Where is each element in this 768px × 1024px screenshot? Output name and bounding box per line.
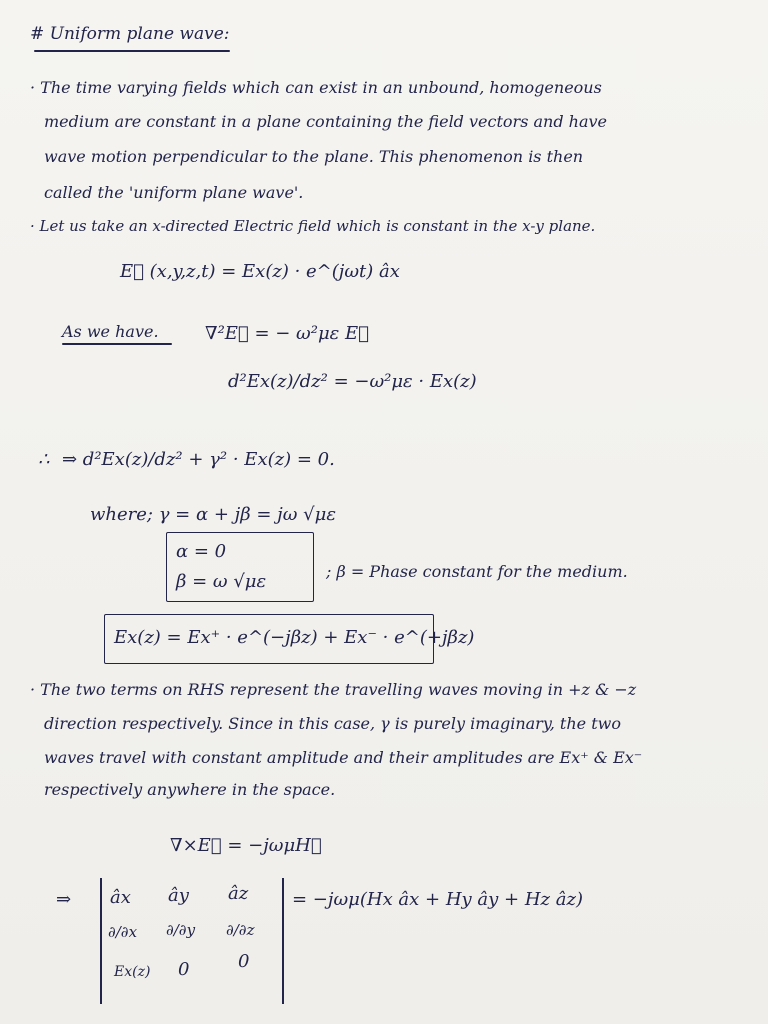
eq-wave1: ∇²E⃗ = − ω²με E⃗ — [205, 323, 369, 344]
para1-line1: · The time varying fields which can exist in an unbound, homogeneous — [30, 78, 602, 97]
eq-curl: ∇×E⃗ = −jωμH⃗ — [170, 835, 322, 856]
det-r3c3: 0 — [238, 951, 250, 972]
para3-line2: direction respectively. Since in this case, γ is purely imaginary, the two — [44, 714, 621, 733]
para3-line1: · The two terms on RHS represent the travelling waves moving in +z & −z — [30, 680, 637, 699]
det-r3c2: 0 — [178, 959, 190, 980]
heading: # Uniform plane wave: — [30, 24, 230, 44]
eq-wave2: d²Ex(z)/dz² = −ω²με · Ex(z) — [228, 371, 477, 392]
det-r2c2: ∂/∂y — [166, 921, 196, 939]
det-r1c3: âz — [228, 883, 249, 904]
therefore-symbol: ∴ — [38, 449, 50, 470]
para3-line4: respectively anywhere in the space. — [44, 780, 336, 799]
para1-line2: medium are constant in a plane containing the field vectors and have — [44, 112, 608, 131]
heading-underline — [34, 50, 230, 52]
det-r2c3: ∂/∂z — [226, 921, 255, 939]
det-r3c1: Ex(z) — [114, 964, 151, 980]
para1-line3: wave motion perpendicular to the plane. This phenomenon is then — [44, 147, 584, 166]
para2: · Let us take an x-directed Electric field which is constant in the x-y plane. — [30, 217, 596, 235]
eq-field: E⃗ (x,y,z,t) = Ex(z) · e^(jωt) âx — [120, 261, 400, 282]
eq-wave3: ⇒ d²Ex(z)/dz² + γ² · Ex(z) = 0. — [62, 449, 335, 470]
det-r1c2: ây — [168, 885, 189, 906]
det-r2c1: ∂/∂x — [108, 923, 138, 941]
as-we-have: As we have. — [62, 322, 159, 341]
beta-note: ; β = Phase constant for the medium. — [326, 562, 628, 581]
para3-line3: waves travel with constant amplitude and their amplitudes are Ex⁺ & Ex⁻ — [44, 748, 643, 767]
para1-line4: called the 'uniform plane wave'. — [44, 183, 304, 202]
det-left-bar — [100, 878, 102, 1004]
where-line: where; γ = α + jβ = jω √με — [90, 504, 336, 525]
det-r1c1: âx — [110, 887, 131, 908]
box-beta: β = ω √με — [176, 571, 267, 592]
implies-symbol: ⇒ — [56, 889, 72, 910]
as-we-have-underline — [62, 343, 172, 345]
box-alpha: α = 0 — [176, 541, 227, 562]
det-right-bar — [282, 878, 284, 1004]
box-solution: Ex(z) = Ex⁺ · e^(−jβz) + Ex⁻ · e^(+jβz) — [114, 627, 475, 648]
det-rhs: = −jωμ(Hx âx + Hy ây + Hz âz) — [292, 889, 583, 910]
